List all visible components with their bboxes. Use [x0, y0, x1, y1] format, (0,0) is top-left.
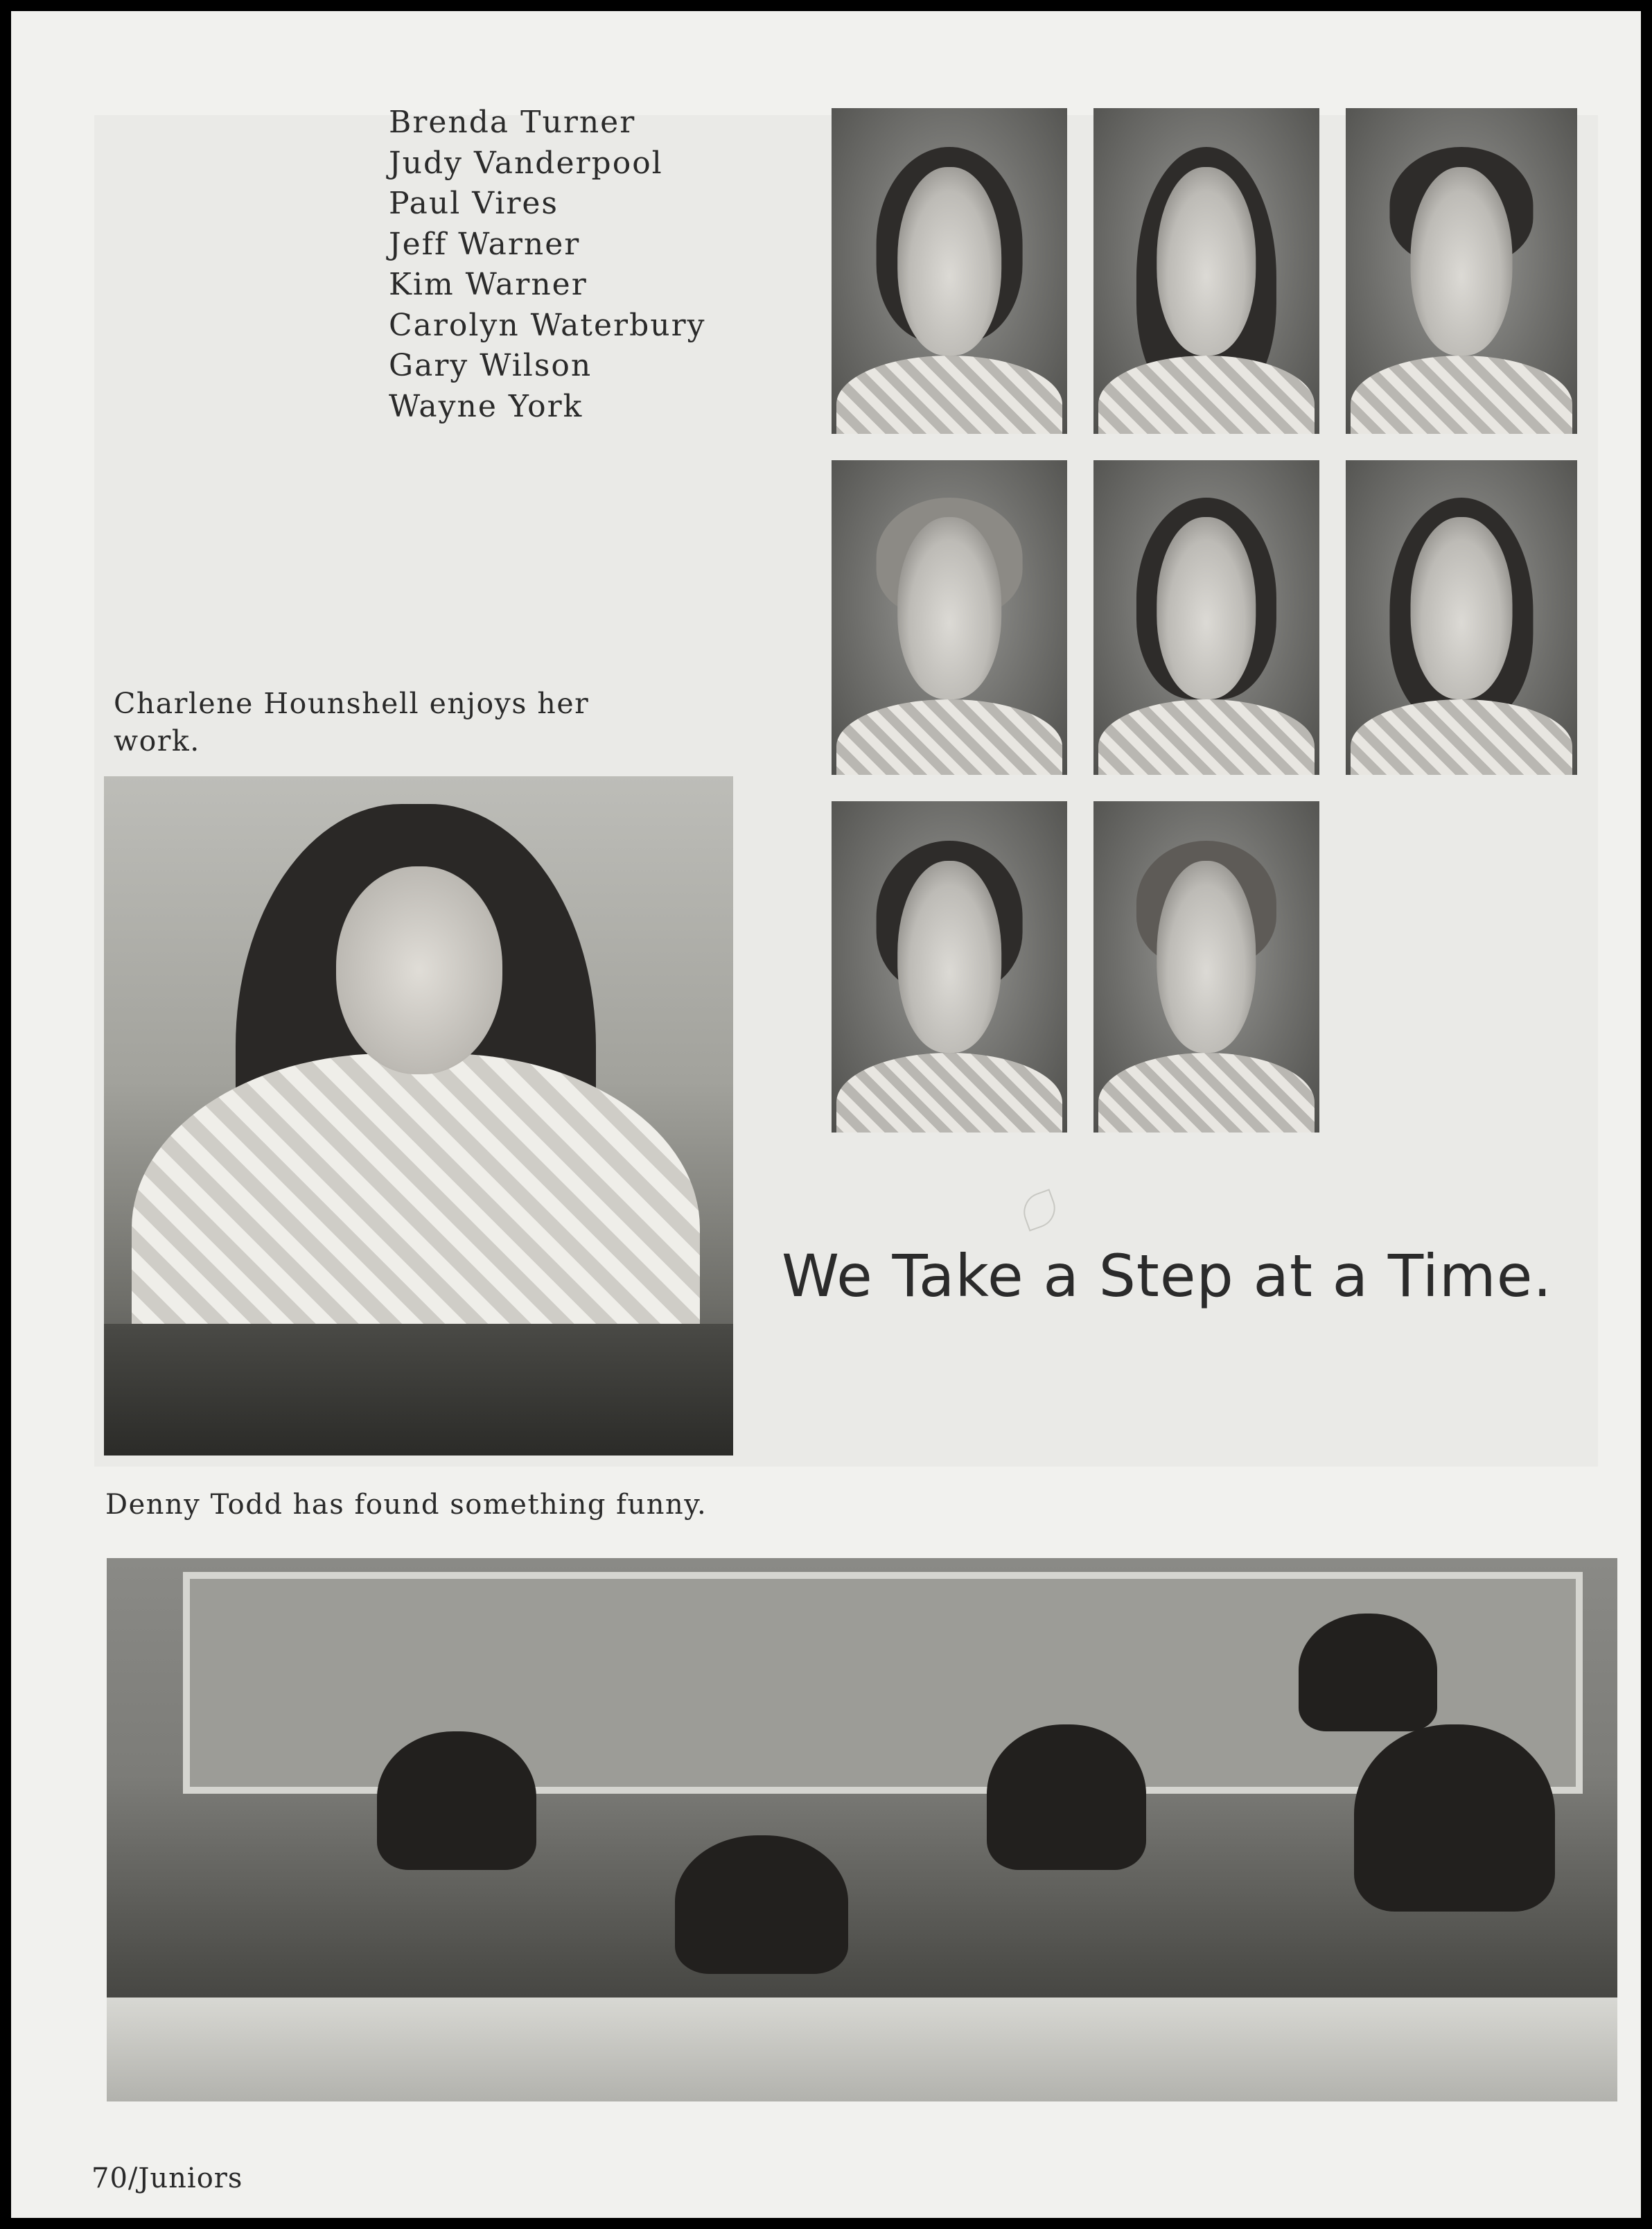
photo-caption: Charlene Hounshell enjoys her work.: [114, 687, 590, 758]
student-name: Gary Wilson: [389, 348, 592, 383]
student-name-list: [389, 103, 705, 427]
student-portrait: [1093, 801, 1319, 1133]
student-name: Paul Vires: [389, 186, 559, 221]
student-name: Wayne York: [389, 388, 583, 424]
photo-caption: Denny Todd has found something funny.: [105, 1489, 708, 1521]
page-headline: We Take a Step at a Time.: [782, 1242, 1553, 1310]
student-portrait: [1093, 460, 1319, 775]
student-name: Brenda Turner: [389, 105, 636, 140]
student-portrait: [832, 108, 1067, 434]
student-portrait: [1093, 108, 1319, 434]
student-name: Jeff Warner: [389, 226, 581, 262]
page-folio: 70/Juniors: [91, 2162, 243, 2194]
student-portrait: [832, 460, 1067, 775]
student-portrait: [1346, 460, 1577, 775]
student-portrait: [1346, 108, 1577, 434]
classroom-photo: [107, 1558, 1617, 2101]
student-portrait: [832, 801, 1067, 1133]
yearbook-page: [11, 11, 1641, 2218]
student-name: Kim Warner: [389, 267, 588, 302]
student-name: Carolyn Waterbury: [389, 307, 706, 343]
candid-photo: [104, 776, 733, 1456]
student-name: Judy Vanderpool: [389, 145, 663, 181]
